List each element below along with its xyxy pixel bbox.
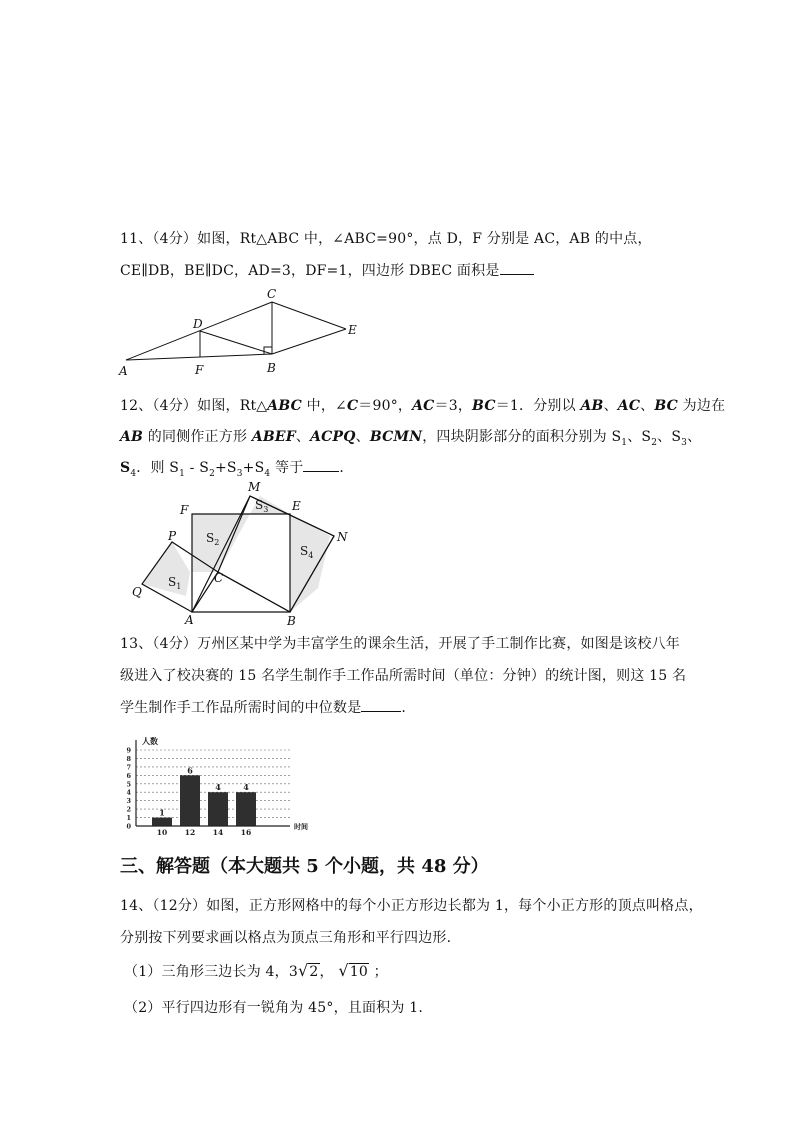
subscript: 1 — [179, 468, 186, 479]
label-f: F — [195, 363, 204, 377]
label-c: C — [267, 287, 277, 301]
segment-db — [200, 331, 272, 354]
q12-text: 、 — [640, 398, 655, 414]
q12-text: ABC — [267, 398, 302, 414]
q12-text: AC — [412, 398, 435, 414]
y-tick-label: 4 — [126, 788, 131, 797]
q12-text: AB — [120, 429, 144, 445]
x-tick-label: 16 — [240, 828, 252, 837]
label-p: P — [168, 529, 177, 543]
subscript: 2 — [209, 468, 215, 479]
label-s4: $S_4$ — [300, 544, 314, 560]
q12-text: ABEF — [251, 429, 296, 445]
y-tick-label: 3 — [126, 797, 131, 806]
q12-text: ＝3， — [434, 398, 473, 414]
subscript: 1 — [621, 437, 628, 448]
subscript: 3 — [236, 468, 243, 479]
q12-text: AB — [580, 398, 604, 414]
y-tick-label: 6 — [126, 771, 131, 780]
q12-text: +S — [215, 460, 237, 476]
label-e: E — [292, 499, 301, 513]
q12-text: ，四块阴影部分的面积分别为 S — [422, 429, 622, 445]
label-c: C — [214, 571, 224, 585]
q12-text: 、S — [657, 429, 682, 445]
segment-cb — [218, 572, 290, 612]
answer-blank — [500, 262, 534, 275]
segment-ac — [126, 302, 272, 360]
q12-text: - S — [185, 460, 210, 476]
q12-text: 、 — [295, 429, 311, 445]
label-b: B — [267, 361, 276, 375]
bar — [180, 775, 200, 826]
sqrt-radicand: 2 — [309, 964, 319, 980]
bar — [208, 792, 228, 826]
label-a: A — [119, 364, 128, 378]
q14-text: （1）三角形三边长为 4，3 — [124, 964, 298, 980]
y-tick-label: 5 — [126, 780, 131, 789]
data-label: 6 — [187, 765, 193, 776]
x-tick-label: 10 — [156, 828, 168, 837]
q12-text: ＝90°， — [358, 398, 413, 414]
q12-line-3 — [120, 457, 354, 479]
q12-text: 、 — [603, 398, 618, 414]
q13-text: 学生制作手工作品所需时间的中位数是 — [120, 700, 362, 716]
y-tick-label: 7 — [126, 763, 131, 772]
q13-line-1: 13、（4分）万州区某中学为丰富学生的课余生活，开展了手工制作比赛，如图是该校八年 — [120, 636, 680, 652]
x-axis-label: 时间 — [294, 822, 308, 831]
data-label: 4 — [243, 782, 249, 793]
q12-text: S — [120, 460, 131, 476]
q12-text: 12、（4分）如图，Rt — [120, 398, 257, 414]
label-e: E — [348, 323, 357, 337]
y-tick-label: 9 — [126, 746, 131, 755]
label-s1: $S_1$ — [168, 575, 182, 591]
sqrt-radicand: 10 — [349, 964, 368, 980]
label-d: D — [193, 317, 203, 331]
y-tick-label: 8 — [126, 754, 131, 763]
sqrt-symbol: √ — [297, 961, 309, 980]
shaded-s4 — [290, 514, 330, 612]
q12-line-2 — [120, 426, 701, 448]
subscript: 4 — [264, 468, 271, 479]
q12-text: BC — [654, 398, 679, 414]
q14-item-1 — [124, 961, 388, 981]
chart-bars — [152, 765, 256, 826]
q12-text: AC — [617, 398, 641, 414]
label-f: F — [180, 503, 189, 517]
label-s3: $S_3$ — [255, 498, 269, 514]
q13-line-2: 级进入了校决赛的 15 名学生制作手工作品所需时间（单位：分钟）的统计图，则这 15 名 — [120, 668, 687, 684]
q13-line-3: 学生制作手工作品所需时间的中位数是 . — [120, 700, 407, 716]
q12-text: ACPQ — [310, 429, 356, 445]
x-tick-label: 14 — [212, 828, 224, 837]
answer-blank — [303, 459, 339, 472]
q12-text: BC — [472, 398, 496, 414]
label-b: B — [287, 614, 296, 628]
bar — [236, 792, 256, 826]
subscript: 4 — [130, 468, 137, 479]
subscript: 3 — [681, 437, 688, 448]
y-tick-label: 2 — [126, 805, 131, 814]
q12-text: 、 — [687, 429, 702, 445]
data-label: 4 — [215, 782, 221, 793]
section-title: 三、解答题（本大题共 5 个小题，共 48 分） — [120, 856, 489, 877]
subscript: 2 — [651, 437, 658, 448]
segment-be — [272, 329, 346, 354]
label-n: N — [337, 530, 348, 544]
q12-text: 等于 — [270, 460, 304, 476]
q11-line-2-text: CE∥DB，BE∥DC，AD=3，DF=1，四边形 DBEC 面积是 — [120, 263, 500, 279]
y-tick-label: 0 — [126, 822, 131, 831]
label-a: A — [185, 613, 194, 627]
label-m: M — [248, 480, 261, 494]
shaded-s2 — [192, 514, 250, 572]
bar-chart — [118, 734, 328, 838]
q12-figure — [130, 478, 360, 628]
segment-ab — [126, 354, 272, 360]
y-axis-label: 人数 — [142, 736, 158, 746]
q12-text: ．则 S — [136, 460, 180, 476]
q12-text: ． — [339, 460, 354, 476]
y-tick-label: 1 — [126, 814, 131, 823]
label-q: Q — [132, 585, 142, 599]
segment-ce — [272, 302, 346, 329]
q12-text: BCMN — [369, 429, 423, 445]
answer-blank — [361, 699, 401, 712]
x-tick-label: 12 — [184, 828, 196, 837]
q12-text: 为边在 — [678, 398, 726, 414]
q14-item-2: （2）平行四边形有一锐角为 45°，且面积为 1. — [124, 1000, 423, 1016]
q12-text: C — [346, 398, 359, 414]
sqrt-symbol: √ — [338, 961, 349, 980]
q11-figure — [112, 284, 372, 380]
bar — [152, 818, 172, 826]
q12-text: +S — [242, 460, 265, 476]
data-label: 1 — [159, 807, 165, 818]
q14-text: ， — [319, 964, 334, 980]
q14-text: ； — [373, 964, 388, 980]
q11-line-2 — [120, 260, 534, 280]
q12-text: 的同侧作正方形 — [143, 429, 252, 445]
q12-line-1: 12、（4分）如图，Rt△ABC 中，∠C＝90°，AC＝3，BC＝1．分别以 AB、AC、BC 为边在 — [120, 398, 726, 414]
q11-line-1: 11、（4分）如图，Rt△ABC 中，∠ABC=90°，点 D，F 分别是 AC，AB 的中点， — [120, 231, 652, 247]
label-s2: $S_2$ — [206, 531, 220, 547]
q14-line-2: 分别按下列要求画以格点为顶点三角形和平行四边形. — [120, 930, 452, 946]
q12-text: 、S — [627, 429, 652, 445]
q12-text: 、 — [355, 429, 370, 445]
q12-text: 中，∠ — [301, 398, 347, 414]
q14-line-1: 14、（12分）如图，正方形网格中的每个小正方形边长都为 1，每个小正方形的顶点叫格点， — [120, 898, 703, 914]
q12-text: ＝1．分别以 — [495, 398, 581, 414]
